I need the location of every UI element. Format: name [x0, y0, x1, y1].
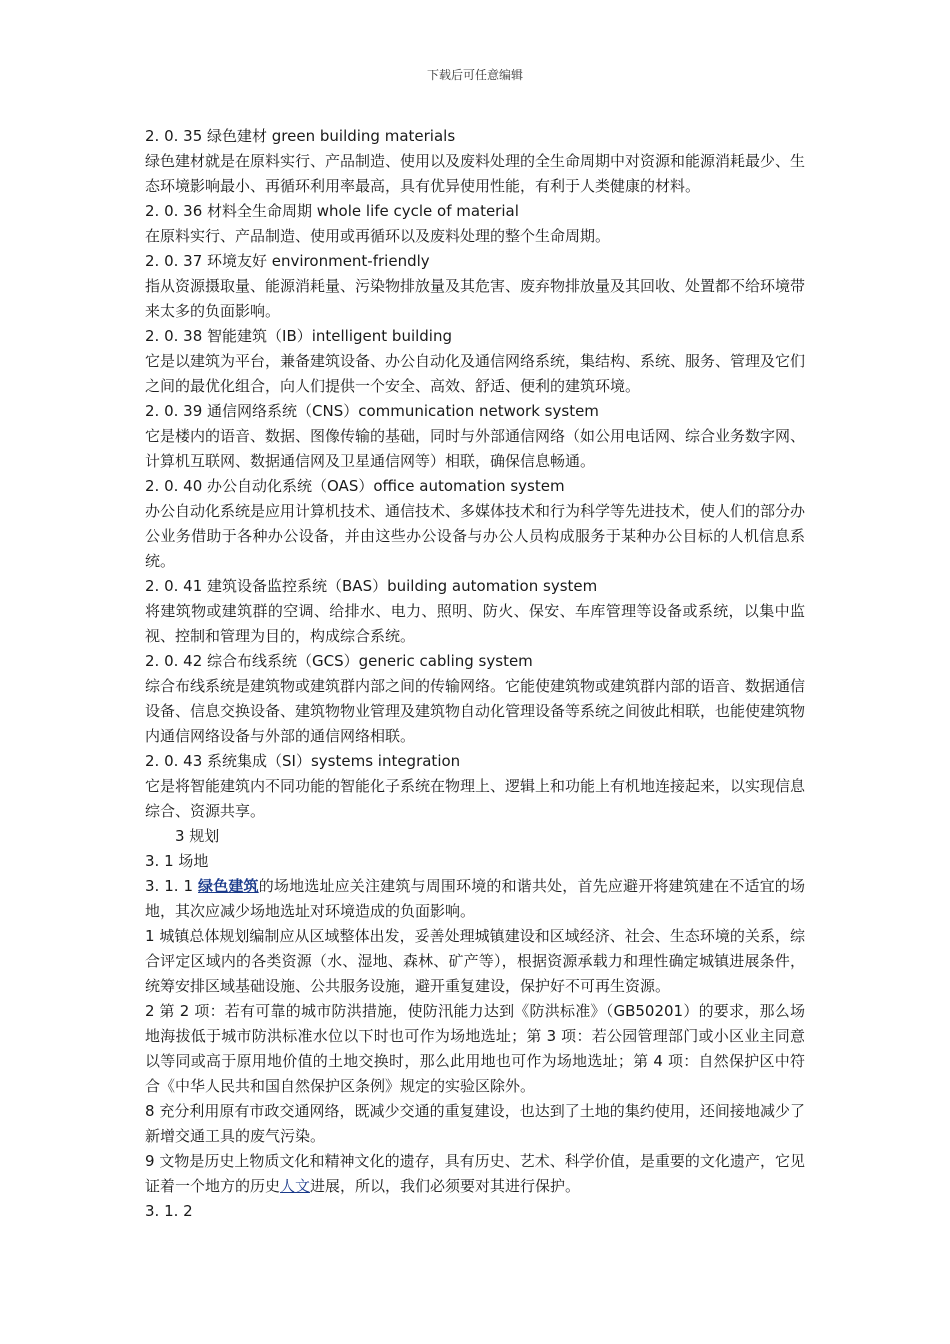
clause-3-1-1-text — [145, 874, 805, 924]
clause-2-0-41-heading: 2. 0. 41 建筑设备监控系统（BAS）building automation system — [145, 577, 598, 595]
document-body — [145, 124, 805, 1224]
item-9-body-end: 进展，所以，我们必须要对其进行保护。 — [310, 1177, 581, 1195]
clause-2-0-43-heading: 2. 0. 43 系统集成（SI）systems integration — [145, 752, 461, 770]
item-2-text: 2 第 2 项：若有可靠的城市防洪措施，使防汛能力达到《防洪标准》（GB50201）的要求，那么场地海拔低于城市防洪标准水位以下时也可作为场地选址；第 3 项：若公园管理部门或小区业主同意以等同或高于原用地价值的土地交换时，那么此用地也可作为场地选址；第 4 项：自然保护区中符合《中华人民共和国自然保护区条例》规定的实验区除外。 — [145, 1002, 805, 1095]
clause-2-0-39-heading: 2. 0. 39 通信网络系统（CNS）communication network system — [145, 402, 599, 420]
green-building-link[interactable]: 绿色建筑 — [198, 877, 259, 895]
section-3-1-heading: 3. 1 场地 — [145, 852, 209, 870]
item-8-text: 8 充分利用原有市政交通网络，既减少交通的重复建设，也达到了土地的集约使用，还间接地减少了新增交通工具的废气污染。 — [145, 1102, 805, 1145]
item-9-text — [145, 1149, 805, 1199]
clause-2-0-38-text: 它是以建筑为平台，兼备建筑设备、办公自动化及通信网络系统，集结构、系统、服务、管理及它们之间的最优化组合，向人们提供一个安全、高效、舒适、便利的建筑环境。 — [145, 352, 806, 395]
chapter-3-title: 3 规划 — [175, 827, 220, 845]
clause-2-0-37-text: 指从资源摄取量、能源消耗量、污染物排放量及其危害、废弃物排放量及其回收、处置都不给环境带来太多的负面影响。 — [145, 277, 806, 320]
item-9-body-start: 9 文物是历史上物质文化和精神文化的遗存，具有历史、艺术、科学价值，是重要的文化遗产，它见证着一个地方的历史 — [145, 1152, 805, 1195]
clause-3-1-2-heading: 3. 1. 2 — [145, 1202, 193, 1220]
clause-2-0-37-heading: 2. 0. 37 环境友好 environment-friendly — [145, 252, 430, 270]
clause-2-0-38-heading: 2. 0. 38 智能建筑（IB）intelligent building — [145, 327, 453, 345]
clause-2-0-43-text: 它是将智能建筑内不同功能的智能化子系统在物理上、逻辑上和功能上有机地连接起来，以实现信息综合、资源共享。 — [145, 777, 806, 820]
humanities-link[interactable]: 人文 — [280, 1177, 311, 1195]
clause-2-0-42-text: 综合布线系统是建筑物或建筑群内部之间的传输网络。它能使建筑物或建筑群内部的语音、数据通信设备、信息交换设备、建筑物物业管理及建筑物自动化管理设备等系统之间彼此相联，也能使建筑物内通信网络设备与外部的通信网络相联。 — [145, 677, 806, 745]
clause-2-0-35-text: 绿色建材就是在原料实行、产品制造、使用以及废料处理的全生命周期中对资源和能源消耗最少、生态环境影响最小、再循环利用率最高，具有优异使用性能，有利于人类健康的材料。 — [145, 152, 806, 195]
clause-2-0-35-heading: 2. 0. 35 绿色建材 green building materials — [145, 127, 456, 145]
clause-3-1-1-body: 的场地选址应关注建筑与周围环境的和谐共处，首先应避开将建筑建在不适宜的场地，其次应减少场地选址对环境造成的负面影响。 — [145, 877, 805, 920]
item-1-text: 1 城镇总体规划编制应从区域整体出发，妥善处理城镇建设和区域经济、社会、生态环境的关系，综合评定区域内的各类资源（水、湿地、森林、矿产等），根据资源承载力和理性确定城镇进展条件，统筹安排区域基础设施、公共服务设施，避开重复建设，保护好不可再生资源。 — [145, 927, 805, 995]
clause-2-0-41-text: 将建筑物或建筑群的空调、给排水、电力、照明、防火、保安、车库管理等设备或系统，以集中监视、控制和管理为目的，构成综合系统。 — [145, 602, 805, 645]
clause-2-0-40-text: 办公自动化系统是应用计算机技术、通信技术、多媒体技术和行为科学等先进技术，使人们的部分办公业务借助于各种办公设备，并由这些办公设备与办公人员构成服务于某种办公目标的人机信息系统。 — [145, 502, 806, 570]
clause-2-0-40-heading: 2. 0. 40 办公自动化系统（OAS）office automation system — [145, 477, 565, 495]
clause-2-0-39-text: 它是楼内的语音、数据、图像传输的基础，同时与外部通信网络（如公用电话网、综合业务数字网、计算机互联网、数据通信网及卫星通信网等）相联，确保信息畅通。 — [145, 427, 806, 470]
clause-2-0-36-text: 在原料实行、产品制造、使用或再循环以及废料处理的整个生命周期。 — [145, 227, 611, 245]
page-header: 下载后可任意编辑 — [426, 68, 523, 82]
clause-2-0-42-heading: 2. 0. 42 综合布线系统（GCS）generic cabling system — [145, 652, 533, 670]
clause-3-1-1-number: 3. 1. 1 — [145, 877, 199, 895]
clause-2-0-36-heading: 2. 0. 36 材料全生命周期 whole life cycle of material — [145, 202, 519, 220]
